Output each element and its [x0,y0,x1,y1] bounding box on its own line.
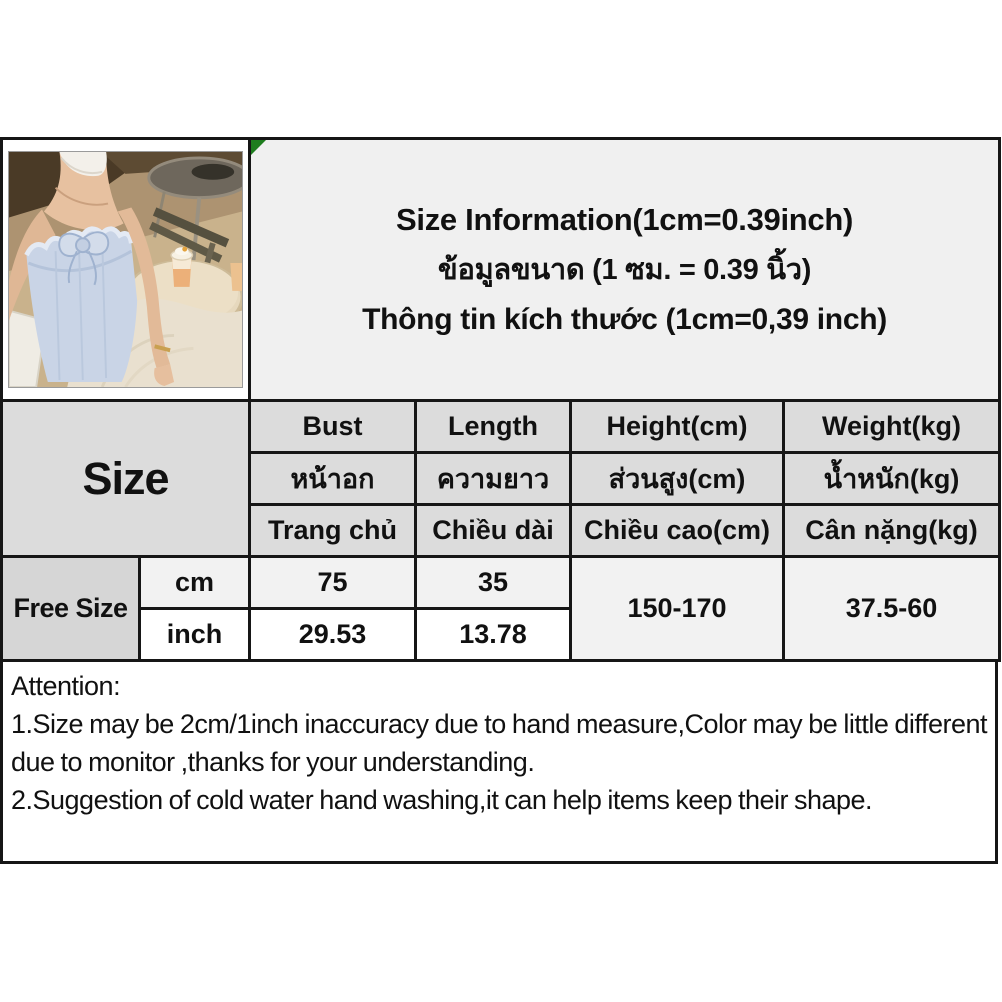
col-header-weight-en: Weight(kg) [784,401,1000,453]
value-bust-cm: 75 [250,557,416,609]
size-table [0,137,1001,662]
value-height-range: 150-170 [571,557,784,661]
size-corner-label: Size [2,401,250,557]
size-chart-sheet [0,137,998,864]
col-header-weight-vi: Cân nặng(kg) [784,505,1000,557]
attention-note-1: 1.Size may be 2cm/1inch inaccuracy due to hand measure,Color may be little different due to monitor ,thanks for your understanding. [11,709,987,777]
col-header-length-vi: Chiều dài [416,505,571,557]
unit-inch: inch [140,609,250,661]
value-length-inch: 13.78 [416,609,571,661]
col-header-weight-th: น้ำหนัก(kg) [784,453,1000,505]
attention-section [0,662,998,864]
attention-note-2: 2.Suggestion of cold water hand washing,it can help items keep their shape. [11,785,873,815]
attention-heading: Attention: [11,671,121,701]
product-photo-cell [2,139,250,401]
col-header-bust-en: Bust [250,401,416,453]
col-header-height-en: Height(cm) [571,401,784,453]
unit-cm: cm [140,557,250,609]
col-header-length-en: Length [416,401,571,453]
value-bust-inch: 29.53 [250,609,416,661]
col-header-bust-th: หน้าอก [250,453,416,505]
title-english: Size Information(1cm=0.39inch) [396,201,853,237]
col-header-length-th: ความยาว [416,453,571,505]
value-length-cm: 35 [416,557,571,609]
title-cell [250,139,1000,401]
title-thai: ข้อมูลขนาด (1 ซม. = 0.39 นิ้ว) [437,253,812,286]
col-header-height-vi: Chiều cao(cm) [571,505,784,557]
product-photo-illustration [9,152,242,387]
col-header-height-th: ส่วนสูง(cm) [571,453,784,505]
value-weight-range: 37.5-60 [784,557,1000,661]
title-vietnamese: Thông tin kích thước (1cm=0,39 inch) [362,302,887,336]
product-photo [9,152,242,387]
cell-error-triangle-icon [251,140,266,155]
col-header-bust-vi: Trang chủ [250,505,416,557]
row-label-free-size: Free Size [2,557,140,661]
